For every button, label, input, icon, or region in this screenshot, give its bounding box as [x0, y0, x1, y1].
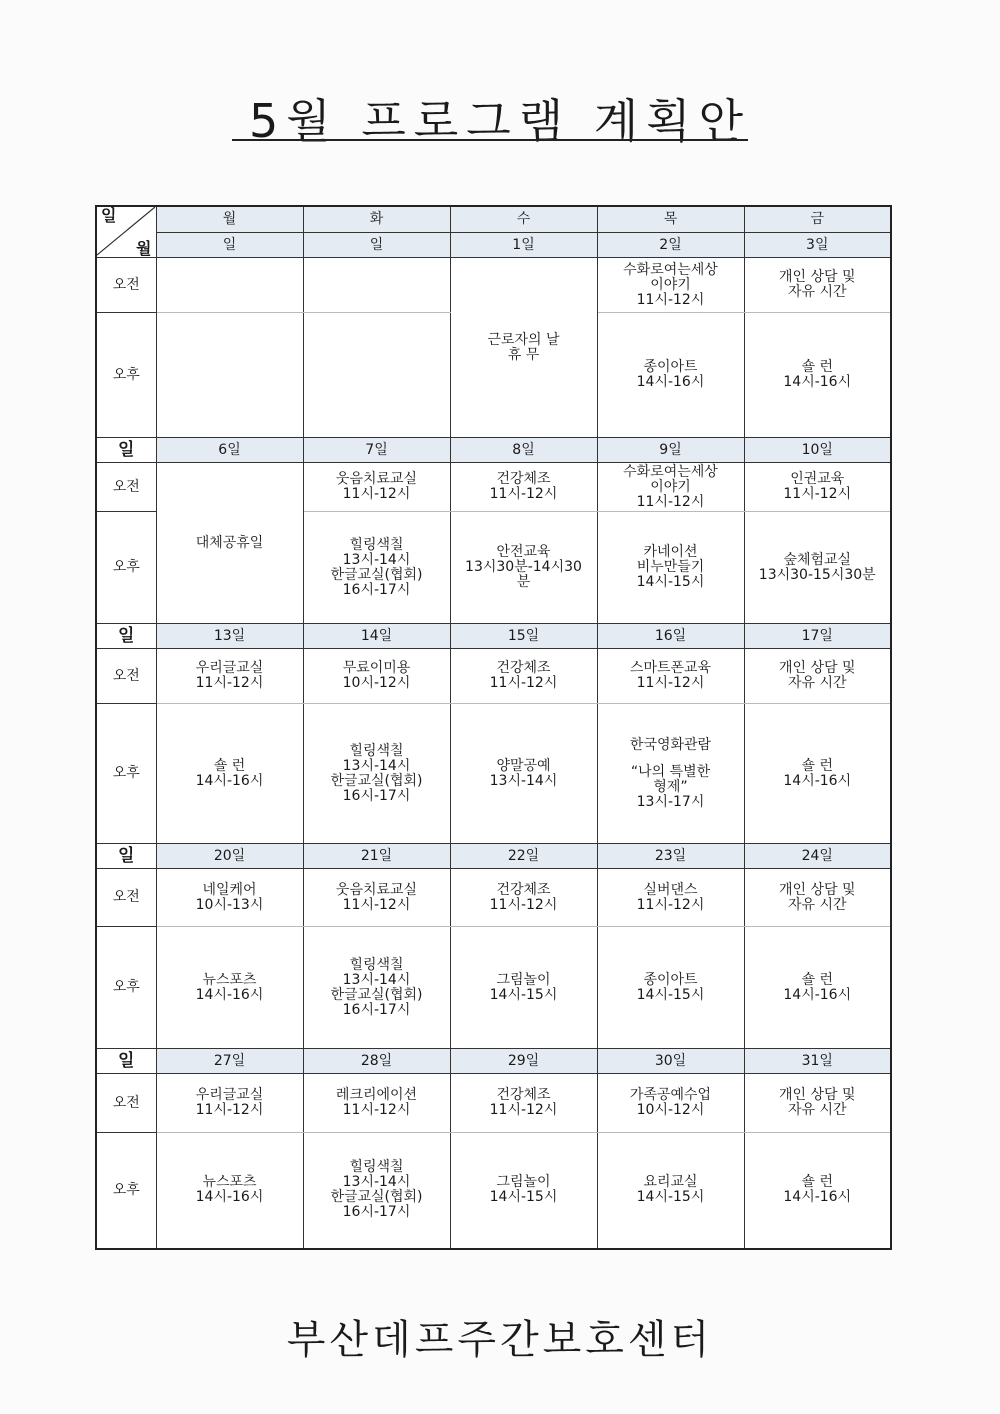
activity-text: 14시-15시: [489, 986, 558, 1003]
am-activity-cell: [744, 463, 891, 512]
date-cell: 13일: [156, 624, 303, 649]
activity-text: 13시-14시: [342, 971, 411, 988]
pm-activity-cell: [303, 704, 450, 844]
am-activity-cell: [303, 463, 450, 512]
activity-text: 힐링색칠: [349, 1159, 404, 1176]
activity-text: 숄 런: [801, 971, 833, 988]
activity-text: 14시-16시: [195, 772, 264, 789]
am-activity-cell: [597, 258, 744, 313]
activity-text: 자유 시간: [787, 284, 847, 300]
am-activity-cell: [597, 649, 744, 704]
am-activity-cell: [597, 1074, 744, 1133]
activity-text: 건강체조: [496, 471, 551, 487]
pm-activity-cell: [303, 313, 450, 438]
am-activity-cell: [156, 1074, 303, 1133]
date-cell: 3일: [744, 233, 891, 258]
date-row: [96, 624, 891, 649]
activity-text: 숲체험교실: [783, 551, 852, 568]
am-activity-cell: [744, 649, 891, 704]
am-activity-cell: [450, 649, 597, 704]
activity-text: 16시-17시: [342, 787, 411, 804]
activity-text: 실버댄스: [643, 881, 698, 898]
pm-activity-cell: [303, 512, 450, 624]
activity-text: 14시-16시: [783, 1189, 852, 1206]
activity-text: 레크리에이션: [335, 1087, 418, 1103]
activity-text: 안전교육: [496, 544, 551, 560]
activity-text: 11시-12시: [195, 1102, 264, 1118]
am-label: 오전: [96, 258, 156, 313]
date-cell: 16일: [597, 624, 744, 649]
activity-text: 뉴스포츠: [202, 971, 257, 988]
am-activity-cell: [303, 258, 450, 313]
activity-text: 이야기: [650, 276, 691, 293]
am-activity-cell: [597, 463, 744, 512]
am-activity-cell: [450, 869, 597, 927]
activity-text: 네일케어: [202, 881, 257, 898]
activity-text: 11시-12시: [489, 896, 558, 913]
pm-activity-cell: [744, 512, 891, 624]
activity-text: 10시-13시: [195, 896, 264, 913]
am-activity-cell: [450, 1074, 597, 1133]
am-label: 오전: [96, 869, 156, 927]
am-row: [96, 649, 891, 704]
activity-text: 한글교실(협회): [330, 1189, 423, 1206]
date-cell: 15일: [450, 624, 597, 649]
am-activity-cell: [744, 869, 891, 927]
corner-month-label: 월: [136, 239, 152, 258]
activity-text: 13시-14시: [342, 757, 411, 774]
am-activity-cell: [597, 869, 744, 927]
pm-activity-cell: [303, 927, 450, 1049]
am-label: 오전: [96, 649, 156, 704]
am-activity-cell: [303, 649, 450, 704]
pm-activity-cell: [597, 313, 744, 438]
activity-text: 자유 시간: [787, 896, 847, 913]
activity-text: 14시-16시: [636, 374, 705, 390]
am-activity-cell: [156, 869, 303, 927]
am-activity-cell: [744, 258, 891, 313]
activity-text: 건강체조: [496, 881, 551, 898]
am-activity-cell: [303, 1074, 450, 1133]
pm-activity-cell: [597, 1133, 744, 1249]
pm-label: 오후: [96, 927, 156, 1049]
weekday-header: 화: [303, 206, 450, 233]
date-row: [96, 438, 891, 463]
activity-text: 웃음치료교실: [335, 471, 418, 487]
date-cell: 24일: [744, 844, 891, 869]
activity-text: 숄 런: [801, 757, 833, 774]
activity-text: 11시-12시: [489, 1102, 558, 1118]
date-cell: 9일: [597, 438, 744, 463]
am-activity-cell: [303, 869, 450, 927]
line-gap: [600, 753, 742, 765]
pm-activity-cell: [303, 1133, 450, 1249]
activity-text: 양말공예: [496, 757, 551, 774]
pm-activity-cell: [450, 1133, 597, 1249]
activity-text: “나의 특별한: [630, 763, 711, 780]
activity-text: 13시-14시: [342, 1174, 411, 1191]
date-cell: 27일: [156, 1049, 303, 1074]
weekday-header: 목: [597, 206, 744, 233]
activity-text: 자유 시간: [787, 675, 847, 691]
date-cell: 28일: [303, 1049, 450, 1074]
activity-text: 무료이미용: [342, 660, 411, 676]
am-row: [96, 258, 891, 313]
pm-label: 오후: [96, 1133, 156, 1249]
am-activity-cell: [156, 258, 303, 313]
activity-text: 14시-16시: [783, 772, 852, 789]
activity-text: 인권교육: [790, 471, 845, 487]
activity-text: 14시-15시: [636, 986, 705, 1003]
activity-text: 한글교실(협회): [330, 986, 423, 1003]
corner-day-label: 일: [101, 206, 117, 225]
activity-text: 그림놀이: [496, 971, 551, 988]
activity-text: 힐링색칠: [349, 956, 404, 973]
week-label: 일: [96, 1049, 156, 1074]
date-cell: 6일: [156, 438, 303, 463]
am-row: [96, 463, 891, 512]
date-row: [96, 844, 891, 869]
date-cell: 22일: [450, 844, 597, 869]
weekday-header: 수: [450, 206, 597, 233]
date-cell: 2일: [597, 233, 744, 258]
pm-activity-cell: [450, 704, 597, 844]
activity-text: 근로자의 날: [487, 331, 560, 348]
activity-text: 13시30-15시30분: [758, 566, 876, 583]
activity-text: 11시-12시: [195, 675, 264, 691]
am-activity-cell: [744, 1074, 891, 1133]
pm-activity-cell: [744, 313, 891, 438]
activity-text: 이야기: [650, 478, 691, 495]
date-cell: 20일: [156, 844, 303, 869]
am-row: [96, 869, 891, 927]
week-label: 일: [96, 438, 156, 463]
pm-activity-cell: [597, 512, 744, 624]
pm-row: [96, 704, 891, 844]
activity-text: 건강체조: [496, 660, 551, 676]
date-cell: 23일: [597, 844, 744, 869]
activity-text: 휴 무: [507, 346, 540, 363]
activity-text: 힐링색칠: [349, 742, 404, 759]
corner-cell: [96, 206, 156, 258]
activity-text: 스마트폰교육: [629, 660, 712, 676]
date-cell: 14일: [303, 624, 450, 649]
activity-text: 가족공예수업: [629, 1087, 712, 1103]
activity-text: 11시-12시: [636, 291, 705, 308]
page-title: 5월 프로그램 계획안: [249, 94, 751, 148]
activity-text: 13시30분-14시30: [465, 559, 582, 575]
activity-text: 11시-12시: [342, 896, 411, 913]
activity-text: 형제”: [653, 778, 688, 795]
activity-text: 숄 런: [801, 1174, 833, 1191]
activity-text: 한글교실(협회): [330, 566, 423, 583]
week-label: 일: [96, 624, 156, 649]
activity-text: 개인 상담 및: [778, 881, 856, 898]
date-row: [96, 1049, 891, 1074]
date-cell: 1일: [450, 233, 597, 258]
pm-label: 오후: [96, 704, 156, 844]
pm-activity-cell: [156, 1133, 303, 1249]
am-label: 오전: [96, 1074, 156, 1133]
activity-text: 개인 상담 및: [778, 269, 856, 285]
activity-text: 숄 런: [213, 757, 246, 774]
center-name: 부산데프주간보호센터: [286, 1317, 714, 1363]
date-cell: 29일: [450, 1049, 597, 1074]
activity-text: 10시-12시: [342, 675, 411, 691]
activity-text: 우리글교실: [195, 1087, 264, 1103]
activity-text: 힐링색칠: [349, 536, 404, 553]
weekday-header: 월: [156, 206, 303, 233]
pm-row: [96, 927, 891, 1049]
pm-activity-cell: [744, 927, 891, 1049]
activity-text: 웃음치료교실: [335, 881, 418, 898]
pm-activity-cell: [597, 704, 744, 844]
activity-text: 16시-17시: [342, 1204, 411, 1221]
date-cell: 17일: [744, 624, 891, 649]
am-activity-cell: [450, 463, 597, 512]
date-cell: 31일: [744, 1049, 891, 1074]
schedule-table: [95, 205, 892, 1250]
activity-text: 한글교실(협회): [330, 772, 423, 789]
title-underline: [232, 139, 748, 141]
weekday-header: 금: [744, 206, 891, 233]
am-activity-cell: [156, 649, 303, 704]
pm-activity-cell: [744, 1133, 891, 1249]
activity-text: 11시-12시: [636, 675, 705, 691]
activity-text: 11시-12시: [489, 486, 558, 502]
activity-text: 11시-12시: [489, 675, 558, 691]
activity-text: 개인 상담 및: [778, 1087, 856, 1103]
activity-text: 우리글교실: [195, 660, 264, 676]
date-cell: 30일: [597, 1049, 744, 1074]
activity-text: 14시-16시: [783, 986, 852, 1003]
activity-text: 14시-16시: [783, 374, 852, 390]
activity-text: 수화로여는세상: [623, 261, 718, 278]
activity-text: 자유 시간: [787, 1102, 847, 1118]
activity-text: 14시-16시: [195, 1189, 264, 1206]
pm-label: 오후: [96, 512, 156, 624]
activity-text: 11시-12시: [636, 896, 705, 913]
date-cell: 일: [156, 233, 303, 258]
day-cell-full: [450, 258, 597, 438]
activity-text: 13시-14시: [342, 551, 411, 568]
pm-activity-cell: [597, 927, 744, 1049]
activity-text: 13시-17시: [636, 793, 705, 810]
activity-text: 16시-17시: [342, 1001, 411, 1018]
activity-text: 11시-12시: [636, 493, 705, 510]
activity-text: 14시-16시: [195, 986, 264, 1003]
pm-activity-cell: [156, 927, 303, 1049]
date-cell: 8일: [450, 438, 597, 463]
pm-row: [96, 1133, 891, 1249]
activity-text: 14시-15시: [636, 1189, 705, 1206]
am-row: [96, 1074, 891, 1133]
activity-text: 분: [516, 574, 531, 590]
pm-activity-cell: [744, 704, 891, 844]
activity-text: 11시-12시: [342, 486, 411, 502]
activity-text: 13시-14시: [489, 772, 558, 789]
day-cell-full: [156, 463, 303, 624]
pm-activity-cell: [156, 704, 303, 844]
activity-text: 요리교실: [643, 1174, 698, 1191]
activity-text: 종이아트: [643, 971, 698, 988]
activity-text: 11시-12시: [342, 1102, 411, 1118]
date-row: [96, 233, 891, 258]
date-cell: 7일: [303, 438, 450, 463]
activity-text: 10시-12시: [636, 1102, 705, 1118]
week-label: 일: [96, 844, 156, 869]
date-cell: 일: [303, 233, 450, 258]
pm-activity-cell: [450, 927, 597, 1049]
activity-text: 14시-15시: [489, 1189, 558, 1206]
activity-text: 개인 상담 및: [778, 660, 856, 676]
activity-text: 11시-12시: [783, 486, 852, 502]
pm-activity-cell: [450, 512, 597, 624]
date-cell: 10일: [744, 438, 891, 463]
activity-text: 그림놀이: [496, 1174, 551, 1191]
activity-text: 건강체조: [496, 1087, 551, 1103]
activity-text: 종이아트: [643, 359, 698, 375]
activity-text: 수화로여는세상: [623, 463, 718, 480]
pm-activity-cell: [156, 313, 303, 438]
pm-label: 오후: [96, 313, 156, 438]
activity-text: 한국영화관람: [629, 736, 712, 753]
activity-text: 뉴스포츠: [202, 1174, 257, 1191]
activity-text: 카네이션: [643, 544, 698, 560]
weekday-header-row: [96, 206, 891, 233]
date-cell: 21일: [303, 844, 450, 869]
activity-text: 숄 런: [801, 359, 833, 375]
am-label: 오전: [96, 463, 156, 512]
activity-text: 비누만들기: [636, 559, 705, 575]
activity-text: 대체공휴일: [195, 534, 264, 551]
activity-text: 14시-15시: [636, 574, 705, 590]
activity-text: 16시-17시: [342, 581, 411, 598]
